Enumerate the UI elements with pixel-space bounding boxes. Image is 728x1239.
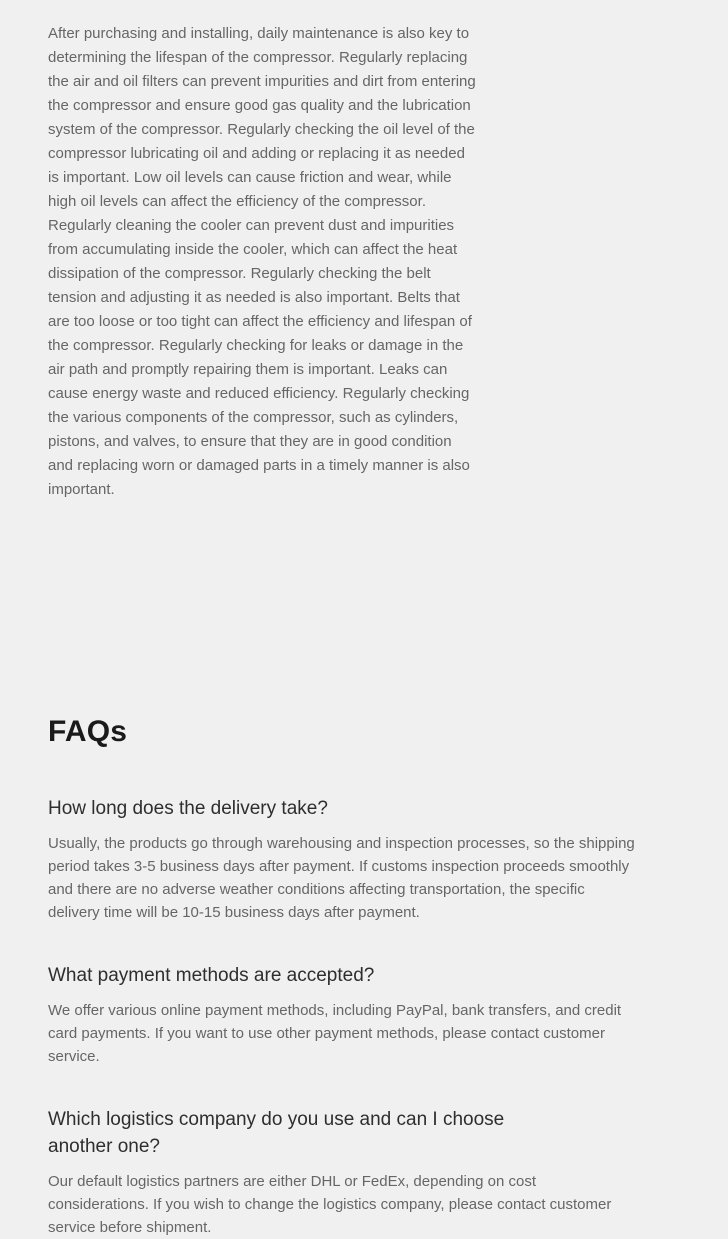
faq-item — [48, 795, 728, 924]
faq-item — [48, 962, 728, 1068]
faq-question-payment: What payment methods are accepted? — [48, 965, 375, 986]
faq-answer-logistics: Our default logistics partners are either DHL or FedEx, depending on cost considerations. If you wish to change the logistics company, please contact customer service before shipment. — [48, 1173, 612, 1236]
faq-section — [48, 714, 728, 1239]
faq-answer-delivery: Usually, the products go through warehousing and inspection processes, so the shipping period takes 3-5 business days after payment. If customs inspection proceeds smoothly and there are no adverse weather conditions affecting transportation, the specific delivery time will be 10-15 business days after payment. — [48, 835, 635, 921]
faq-answer-payment: We offer various online payment methods, including PayPal, bank transfers, and credit card payments. If you want to use other payment methods, please contact customer service. — [48, 1002, 622, 1065]
faq-question-delivery: How long does the delivery take? — [48, 798, 328, 819]
faq-question-logistics: Which logistics company do you use and can I choose another one? — [48, 1109, 505, 1157]
maintenance-paragraph: After purchasing and installing, daily maintenance is also key to determining the lifespan of the compressor. Regularly replacing the air and oil filters can prevent impurities and dirt from entering the compressor and ensure good gas quality and the lubrication system of the compressor. Regularly checking the oil level of the compressor lubricating oil and adding or replacing it as needed is important. Low oil levels can cause friction and wear, while high oil levels can affect the efficiency of the compressor. Regularly cleaning the cooler can prevent dust and impurities from accumulating inside the cooler, which can affect the heat dissipation of the compressor. Regularly checking the belt tension and adjusting it as needed is also important. Belts that are too loose or too tight can affect the efficiency and lifespan of the compressor. Regularly checking for leaks or damage in the air path and promptly repairing them is important. Leaks can cause energy waste and reduced efficiency. Regularly checking the various components of the compressor, such as cylinders, pistons, and valves, to ensure that they are in good condition and replacing worn or damaged parts in a timely manner is also important. — [48, 25, 476, 498]
faq-item — [48, 1106, 728, 1239]
faq-section-title: FAQs — [48, 715, 128, 748]
